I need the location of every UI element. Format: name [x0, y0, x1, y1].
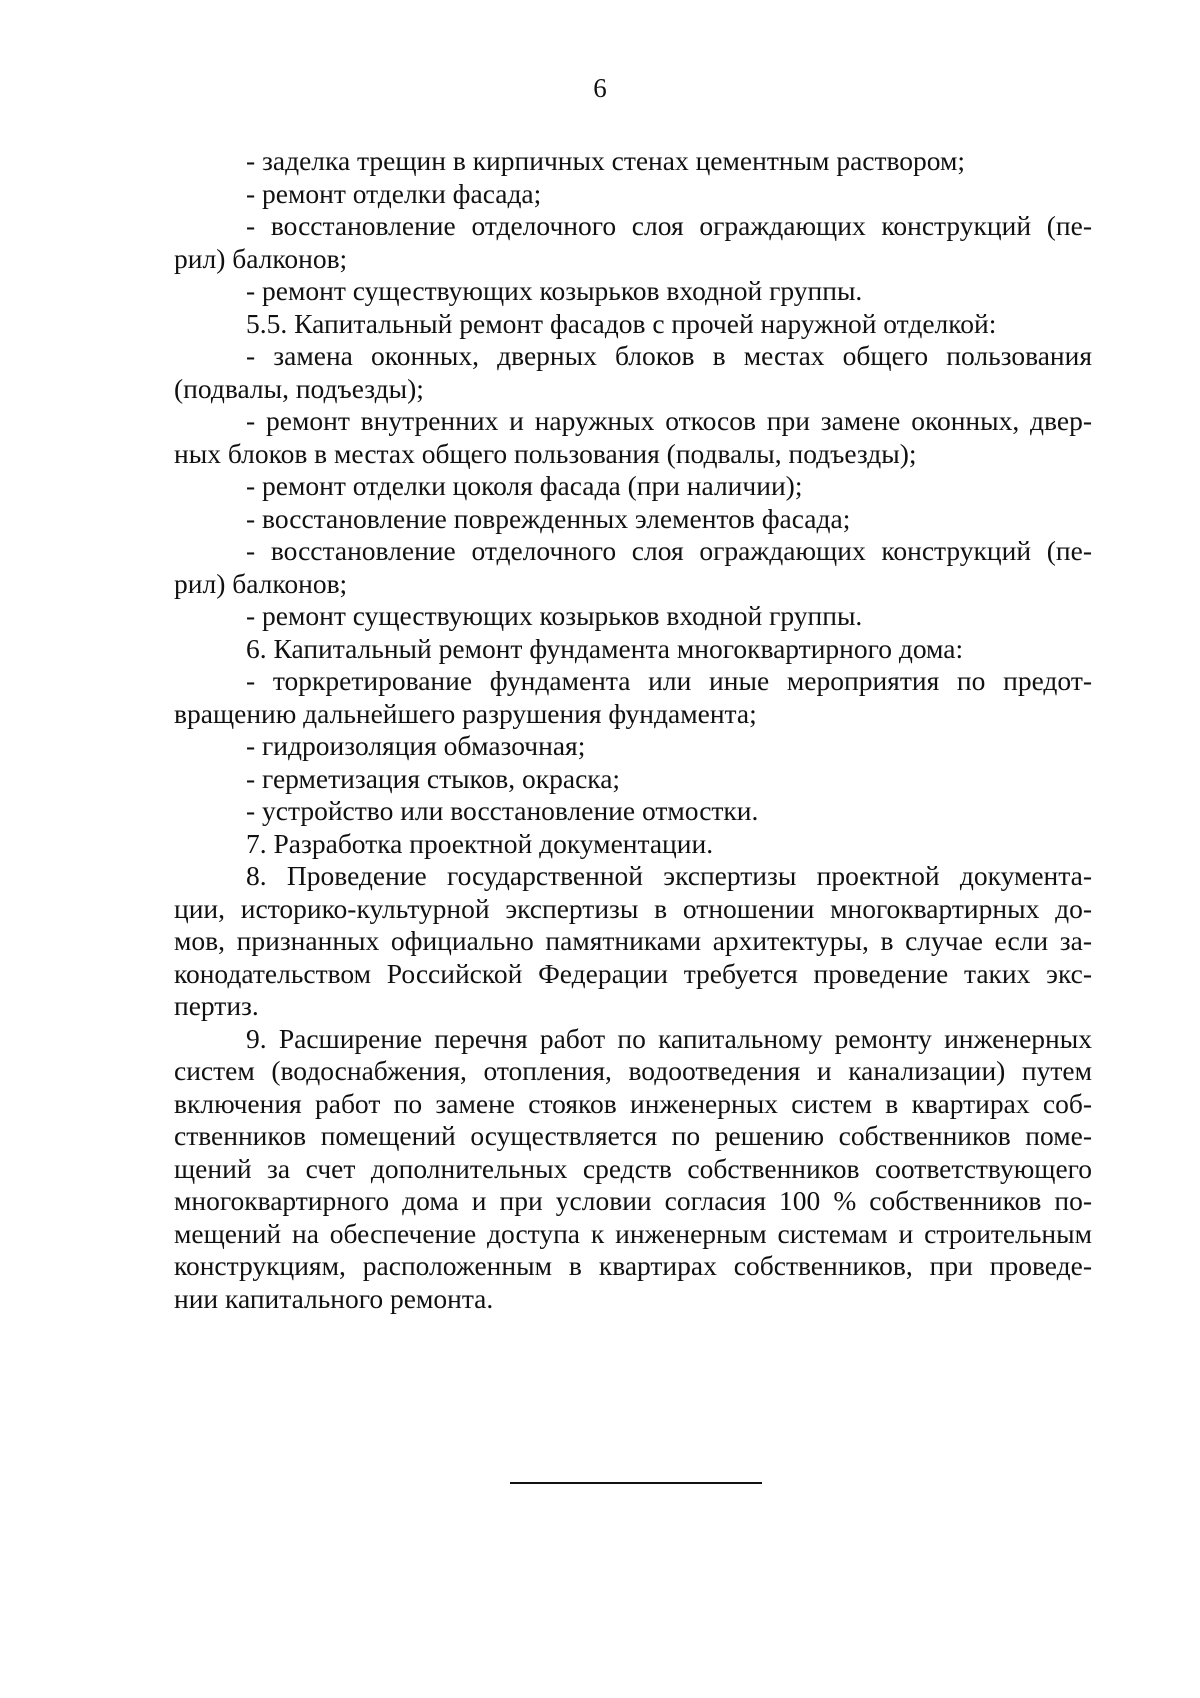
- text-line: 9. Расширение перечня работ по капитальному ремонту инженерных: [246, 1022, 1092, 1054]
- paragraph: [174, 275, 1092, 308]
- text-line: - торкретирование фундамента или иные мероприятия по предот-: [246, 665, 1092, 696]
- paragraph: [174, 470, 1092, 503]
- text-line: - восстановление отделочного слоя ограждающих конструкций (пе-: [246, 535, 1092, 566]
- text-line: - ремонт отделки фасада;: [246, 177, 542, 209]
- text-line: систем (водоснабжения, отопления, водоотведения и канализации) путем: [174, 1055, 1092, 1086]
- text-line: - ремонт существующих козырьков входной группы.: [246, 600, 863, 631]
- text-line: ственников помещений осуществляется по решению собственников поме-: [174, 1120, 1092, 1151]
- paragraph: [174, 665, 1092, 730]
- paragraph: [174, 795, 1092, 828]
- text-line: - ремонт отделки цоколя фасада (при наличии);: [246, 470, 803, 501]
- text-line: - устройство или восстановление отмостки.: [246, 795, 759, 826]
- paragraph: [174, 730, 1092, 763]
- page-number: 6: [593, 73, 607, 103]
- text-line: нии капитального ремонта.: [174, 1282, 494, 1314]
- text-line: мещений на обеспечение доступа к инженерным системам и строительным: [174, 1217, 1092, 1249]
- text-line: 8. Проведение государственной экспертизы проектной документа-: [246, 860, 1092, 891]
- paragraph: [174, 405, 1092, 470]
- text-line: - герметизация стыков, окраска;: [246, 762, 621, 794]
- text-line: (подвалы, подъезды);: [174, 372, 424, 404]
- paragraph: [174, 210, 1092, 275]
- text-line: рил) балконов;: [174, 242, 348, 274]
- paragraph: [174, 860, 1092, 1023]
- paragraph: [174, 145, 1092, 178]
- paragraph: [174, 308, 1092, 341]
- text-line: мов, признанных официально памятниками архитектуры, в случае если за-: [174, 925, 1092, 956]
- text-line: конструкциям, расположенным в квартирах собственников, при проведе-: [174, 1250, 1092, 1281]
- paragraph: [174, 633, 1092, 666]
- text-line: ных блоков в местах общего пользования (подвалы, подъезды);: [174, 437, 917, 469]
- text-line: рил) балконов;: [174, 567, 348, 599]
- text-line: многоквартирного дома и при условии согласия 100 % собственников по-: [174, 1185, 1092, 1216]
- paragraph: [174, 1023, 1092, 1316]
- text-line: включения работ по замене стояков инженерных систем в квартирах соб-: [174, 1087, 1092, 1119]
- paragraph: [174, 600, 1092, 633]
- text-line: - ремонт внутренних и наружных откосов при замене оконных, двер-: [246, 405, 1092, 436]
- text-line: 5.5. Капитальный ремонт фасадов с прочей наружной отделкой:: [246, 307, 997, 339]
- paragraph: [174, 178, 1092, 211]
- text-line: - гидроизоляция обмазочная;: [246, 730, 586, 761]
- paragraph: [174, 340, 1092, 405]
- text-line: вращению дальнейшего разрушения фундамента;: [174, 697, 757, 729]
- paragraph: [174, 763, 1092, 796]
- text-line: щений за счет дополнительных средств собственников соответствующего: [174, 1152, 1092, 1184]
- paragraph: [174, 503, 1092, 536]
- text-line: ции, историко-культурной экспертизы в отношении многоквартирных до-: [174, 892, 1092, 924]
- paragraph: [174, 535, 1092, 600]
- end-of-document-rule: [510, 1482, 762, 1484]
- text-line: конодательством Российской Федерации требуется проведение таких экс-: [174, 957, 1092, 989]
- text-line: 6. Капитальный ремонт фундамента многоквартирного дома:: [246, 632, 964, 664]
- text-line: - ремонт существующих козырьков входной группы.: [246, 275, 863, 306]
- paragraph: [174, 828, 1092, 861]
- document-body: [174, 145, 1092, 1315]
- text-line: 7. Разработка проектной документации.: [246, 827, 714, 859]
- text-line: - восстановление поврежденных элементов фасада;: [246, 502, 851, 534]
- text-line: - замена оконных, дверных блоков в местах общего пользования: [246, 340, 1092, 371]
- text-line: - восстановление отделочного слоя ограждающих конструкций (пе-: [246, 210, 1092, 241]
- text-line: пертиз.: [174, 990, 259, 1021]
- text-line: - заделка трещин в кирпичных стенах цементным раствором;: [246, 145, 966, 176]
